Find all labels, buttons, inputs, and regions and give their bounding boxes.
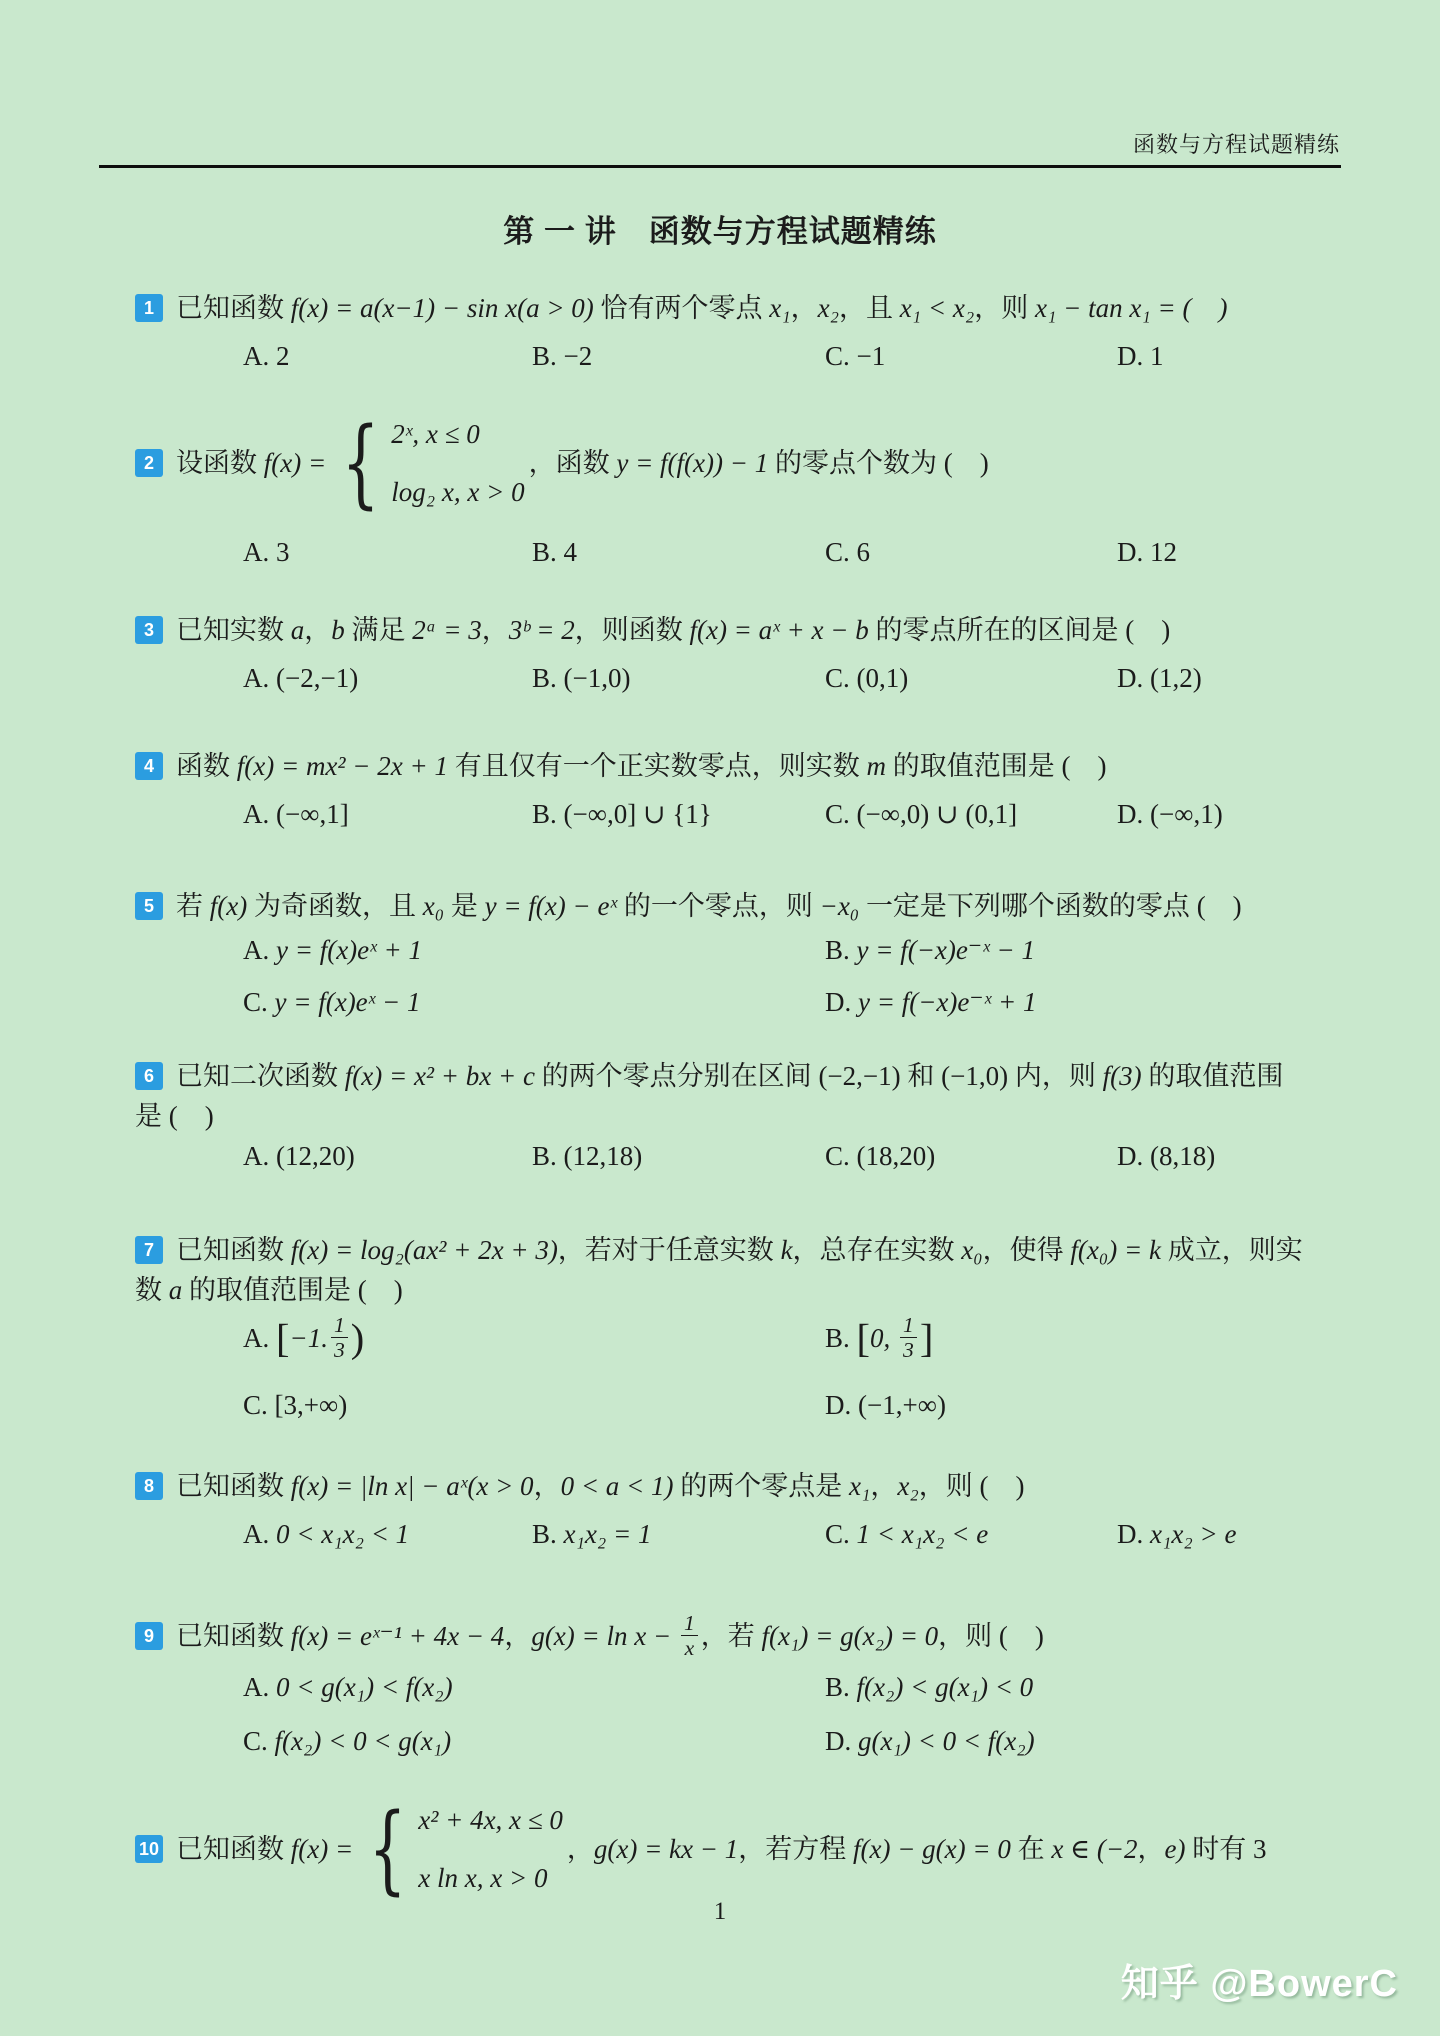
options-grid (135, 982, 1342, 1022)
problem-9-option-c: C. f(x₂) < 0 < g(x₁) (243, 1726, 452, 1757)
problem-7-option-b: B. [0, $\frac{1}{3}$ ] (825, 1313, 934, 1363)
problem-number-badge: 7 (135, 1236, 163, 1264)
problem-stem: 已知函数 f(x) = log₂(ax² + 2x + 3)，若对于任意实数 k，总存在实数 x₀，使得 f(x₀) = k 成立，则实 数 a 的取值范围是 ( ) (135, 1235, 1303, 1305)
problem-3-option-b: B. (−1,0) (532, 663, 631, 693)
options-grid (135, 794, 1342, 834)
problem-10 (135, 1792, 1342, 1905)
problem-stem: 若 f(x) 为奇函数，且 x₀ 是 y = f(x) − eˣ 的一个零点，则 −x₀ 一定是下列哪个函数的零点 ( ) (176, 891, 1242, 921)
problem-3-option-a: A. (−2,−1) (243, 663, 359, 693)
options-grid (135, 1721, 1342, 1761)
problem-4-option-c: C. (−∞,0) ∪ (0,1] (825, 799, 1018, 829)
options-grid (135, 930, 1342, 970)
problem-2-option-b: B. 4 (532, 537, 578, 567)
piecewise-case-1: x² + 4x, x ≤ 0 (418, 1805, 563, 1835)
problem-3-option-d: D. (1,2) (1117, 663, 1202, 693)
options-grid (135, 1313, 1342, 1365)
problem-5-option-d: D. y = f(−x)e⁻ˣ + 1 (825, 987, 1037, 1017)
problem-7-option-a: A. [−1. $\frac{1}{3}$ ) (243, 1313, 365, 1363)
problem-7-option-c: C. [3,+∞) (243, 1390, 348, 1421)
problem-3 (135, 610, 1342, 698)
problem-7 (135, 1230, 1342, 1425)
problem-5-option-b: B. y = f(−x)e⁻ˣ − 1 (825, 935, 1035, 965)
problem-number-badge: 3 (135, 616, 163, 644)
problem-4-option-b: B. (−∞,0] ∪ {1} (532, 799, 712, 829)
problem-number-badge: 10 (135, 1835, 163, 1863)
problem-2-option-a: A. 3 (243, 537, 290, 567)
problem-7-option-d: D. (−1,+∞) (825, 1390, 946, 1421)
options-grid (135, 1667, 1342, 1707)
stem-prefix: 已知函数 f(x) = (176, 1834, 354, 1864)
problem-stem: 已知函数 f(x) = |ln x| − aˣ(x > 0，0 < a < 1) 的两个零点是 x₁，x₂，则 ( ) (176, 1471, 1025, 1501)
problem-stem (135, 406, 1342, 519)
problem-number-badge: 8 (135, 1472, 163, 1500)
problem-6-option-b: B. (12,18) (532, 1141, 643, 1171)
problem-stem: 函数 f(x) = mx² − 2x + 1 有且仅有一个正实数零点，则实数 m 的取值范围是 ( ) (176, 751, 1107, 781)
curly-brace: { (368, 1792, 407, 1905)
problem-number-badge: 2 (135, 449, 163, 477)
problem-3-option-c: C. (0,1) (825, 663, 909, 693)
problem-number-badge: 1 (135, 294, 163, 322)
piecewise-case-2: x ln x, x > 0 (418, 1863, 548, 1893)
header-rule (99, 165, 1341, 168)
options-grid (135, 532, 1342, 572)
problem-5-option-c: C. y = f(x)eˣ − 1 (243, 987, 421, 1017)
problem-2-option-d: D. 12 (1117, 537, 1177, 567)
problem-stem (135, 1792, 1342, 1905)
problem-1-option-a: A. 2 (243, 341, 290, 371)
problem-9 (135, 1611, 1342, 1761)
stem-suffix: ，g(x) = kx − 1，若方程 f(x) − g(x) = 0 在 x ∈ (−2，e) 时有 3 (566, 1834, 1267, 1864)
problem-number-badge: 9 (135, 1622, 163, 1650)
problem-6-option-c: C. (18,20) (825, 1141, 936, 1171)
problem-9-option-a: A. 0 < g(x₁) < f(x₂) (243, 1672, 453, 1703)
problem-6-option-a: A. (12,20) (243, 1141, 355, 1171)
problem-1-option-b: B. −2 (532, 341, 593, 371)
problem-stem: 已知函数 f(x) = a(x−1) − sin x(a > 0) 恰有两个零点 x₁，x₂，且 x₁ < x₂，则 x₁ − tan x₁ = ( ) (176, 293, 1228, 323)
problem-4-option-a: A. (−∞,1] (243, 799, 349, 829)
options-grid (135, 658, 1342, 698)
page-header-text: 函数与方程试题精练 (1132, 132, 1340, 157)
problem-stem: 已知二次函数 f(x) = x² + bx + c 的两个零点分别在区间 (−2,−1) 和 (−1,0) 内，则 f(3) 的取值范围 是 ( ) (135, 1061, 1284, 1131)
problem-6-option-d: D. (8,18) (1117, 1141, 1216, 1171)
stem-prefix: 设函数 f(x) = (176, 448, 327, 478)
options-grid (135, 1514, 1342, 1554)
problem-1-option-c: C. −1 (825, 341, 886, 371)
piecewise-function (330, 406, 525, 519)
options-grid (135, 1136, 1342, 1176)
problem-8 (135, 1466, 1342, 1554)
problem-2 (135, 406, 1342, 572)
problem-number-badge: 4 (135, 752, 163, 780)
stem-suffix: ，函数 y = f(f(x)) − 1 的零点个数为 ( ) (528, 448, 989, 478)
curly-brace: { (341, 406, 380, 519)
problem-9-option-d: D. g(x₁) < 0 < f(x₂) (825, 1726, 1035, 1757)
problem-1 (135, 288, 1342, 376)
options-grid (135, 336, 1342, 376)
problem-2-option-c: C. 6 (825, 537, 871, 567)
problem-4-option-d: D. (−∞,1) (1117, 799, 1223, 829)
problem-number-badge: 5 (135, 892, 163, 920)
problem-8-option-d: D. x₁x₂ > e (1117, 1519, 1237, 1549)
problem-6 (135, 1056, 1342, 1176)
problem-stem: 已知函数 f(x) = eˣ⁻¹ + 4x − 4，g(x) = ln x − $\frac{1}{x}$ ，若 f(x₁) = g(x₂) = 0，则 ( ) (176, 1611, 1044, 1661)
problem-8-option-a: A. 0 < x₁x₂ < 1 (243, 1519, 410, 1549)
options-grid (135, 1385, 1342, 1425)
page-title: 第 一 讲 函数与方程试题精练 (503, 214, 937, 249)
problem-8-option-b: B. x₁x₂ = 1 (532, 1519, 652, 1549)
problem-5 (135, 886, 1342, 1022)
page-number: 1 (713, 1898, 727, 1925)
problem-9-option-b: B. f(x₂) < g(x₁) < 0 (825, 1672, 1034, 1703)
problem-stem: 已知实数 a，b 满足 2ᵃ = 3，3ᵇ = 2，则函数 f(x) = aˣ + x − b 的零点所在的区间是 ( ) (176, 615, 1171, 645)
piecewise-case-2: log₂ x, x > 0 (391, 477, 525, 507)
problem-5-option-a: A. y = f(x)eˣ + 1 (243, 935, 422, 965)
problem-number-badge: 6 (135, 1062, 163, 1090)
piecewise-function (357, 1792, 563, 1905)
problem-4 (135, 746, 1342, 834)
problem-1-option-d: D. 1 (1117, 341, 1164, 371)
problem-8-option-c: C. 1 < x₁x₂ < e (825, 1519, 989, 1549)
piecewise-case-1: 2ˣ, x ≤ 0 (391, 419, 480, 449)
watermark: 知乎 @BowerC (1120, 1963, 1398, 2005)
